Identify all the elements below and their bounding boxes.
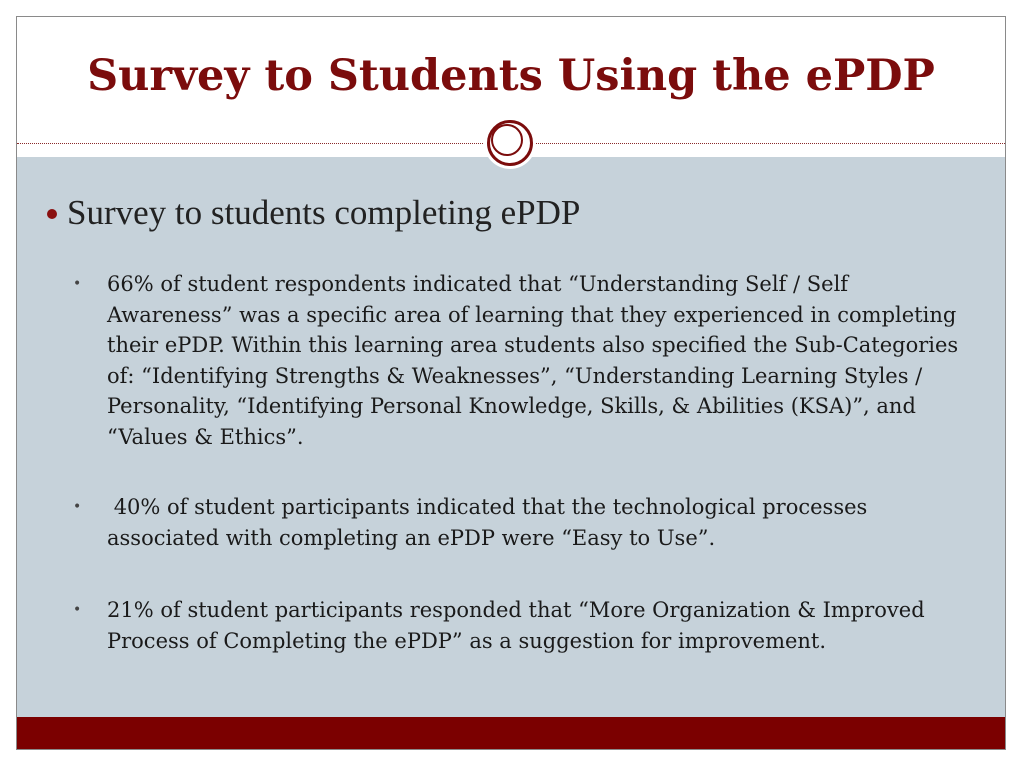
main-bullet <box>47 193 580 233</box>
ring-inner <box>491 124 523 156</box>
ring-icon <box>484 117 536 169</box>
slide-title: Survey to Students Using the ePDP <box>87 51 935 101</box>
sub-bullet-dot-icon: • <box>73 602 82 618</box>
sub-bullet-dot-icon: • <box>73 276 82 292</box>
sub-bullet-item <box>73 269 973 452</box>
main-bullet-text: Survey to students completing ePDP <box>67 193 581 232</box>
sub-bullet-text: 40% of student participants indicated that the technological processes associated with completing an ePDP were “Easy to Use”. <box>107 495 874 550</box>
sub-bullet-text: 66% of student respondents indicated that “Understanding Self / Self Awareness” was a specific area of learning that they experienced in completing their ePDP. Within this learning area students also specified the Sub-Categories of: “Identifying Strengths & Weaknesses”, “Understanding Learning Styles / Personality, “Identifying Personal Knowledge, Skills, & Abilities (KSA)”, and “Values & Ethics”. <box>107 272 959 449</box>
bullet-dot-icon <box>47 209 57 219</box>
slide <box>16 16 1006 750</box>
sub-bullet-dot-icon: • <box>73 499 82 515</box>
footer-band <box>17 717 1005 750</box>
sub-bullet-item <box>73 595 973 656</box>
sub-bullet-text: 21% of student participants responded that “More Organization & Improved Process of Completing the ePDP” as a suggestion for improvement. <box>107 598 925 653</box>
sub-bullet-item <box>73 492 973 553</box>
sub-bullet-list <box>73 269 973 656</box>
content-area <box>17 157 1005 717</box>
